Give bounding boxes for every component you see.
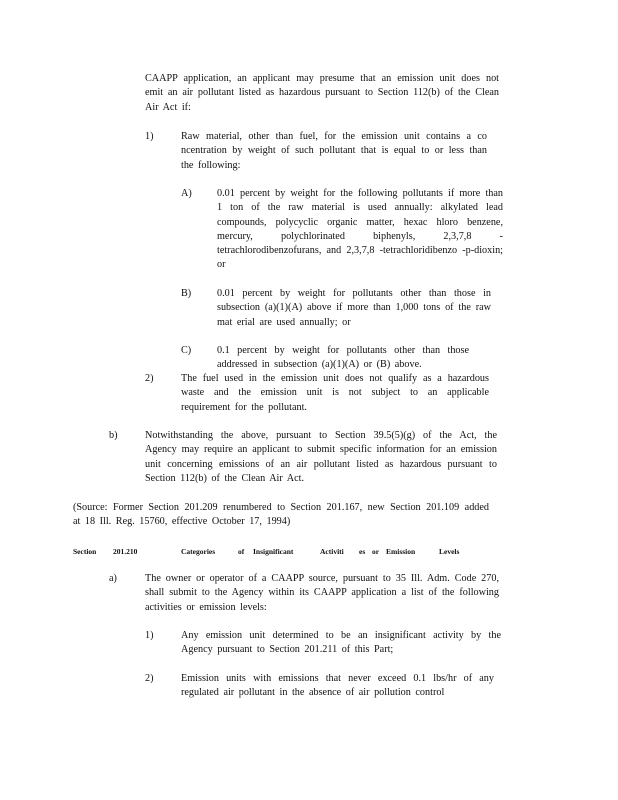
item-a-text: The owner or operator of a CAAPP source, pursuant to 35 Ill. Adm. Code 270, shall submit to the Agency within its CAAPP application a list of the following activities or emission levels:	[145, 573, 499, 613]
item-a-label: a)	[109, 573, 117, 584]
list-item-1-label: 1)	[145, 630, 154, 641]
list-item-2-label: 2)	[145, 673, 154, 684]
subitem-b-label: B)	[181, 288, 192, 299]
section-number: 201.210	[113, 547, 138, 556]
list-item-2-text: Emission units with emissions that never exceed 0.1 lbs/hr of any regulated air pollutant in the absence of air pollution control	[181, 673, 494, 699]
section-title-word: of	[238, 547, 245, 556]
subitem-a-text: 0.01 percent by weight for the following pollutants if more than 1 ton of the raw material is used annually: alkylated lead compounds, polycyclic organic matter, hexac hloro benzene, mercury, polychlorinated biphenyls, 2,3,7,8 - tetrachlorodibenzofurans, and 2,3,7,8 -tetrachloridibenzo -p-dioxin; or	[217, 188, 503, 271]
subitem-c-text: 0.1 percent by weight for pollutants other than those addressed in subsection (a)(1)(A) or (B) above.	[217, 345, 469, 371]
source-note: (Source: Former Section 201.209 renumbered to Section 201.167, new Section 201.109 added at 18 Ill. Reg. 15760, effective October 17, 1994)	[73, 502, 489, 528]
intro-paragraph: CAAPP application, an applicant may presume that an emission unit does not emit an air pollutant listed as hazardous pursuant to Section 112(b) of the Clean Air Act if:	[145, 73, 499, 113]
section-title-word: es	[359, 547, 366, 556]
item-1-text: Raw material, other than fuel, for the emission unit contains a co ncentration by weight of such pollutant that is equal to or less than the following:	[181, 131, 487, 171]
section-title-word: Insignificant	[253, 547, 294, 556]
section-title-word: Levels	[439, 547, 460, 556]
section-title-word: or	[372, 547, 380, 556]
item-1-label: 1)	[145, 131, 154, 142]
subitem-c-label: C)	[181, 345, 192, 356]
item-b-label: b)	[109, 430, 118, 441]
section-word: Section	[73, 547, 97, 556]
section-header	[73, 546, 473, 558]
item-b-text: Notwithstanding the above, pursuant to Section 39.5(5)(g) of the Act, the Agency may require an applicant to submit specific information for an emission unit concerning emissions of an air pollutant listed as hazardous pursuant to Section 112(b) of the Clean Air Act.	[145, 430, 497, 484]
subitem-b-text: 0.01 percent by weight for pollutants other than those in subsection (a)(1)(A) above if more than 1,000 tons of the raw mat erial are used annually; or	[217, 288, 491, 328]
section-title-word: Categories	[181, 547, 216, 556]
item-2-label: 2)	[145, 373, 154, 384]
list-item-1-text: Any emission unit determined to be an insignificant activity by the Agency pursuant to Section 201.211 of this Part;	[181, 630, 501, 656]
subitem-a-label: A)	[181, 188, 192, 199]
item-2-text: The fuel used in the emission unit does not qualify as a hazardous waste and the emission unit is not subject to an applicable requirement for the pollutant.	[181, 373, 489, 413]
section-title-word: Activiti	[320, 547, 344, 556]
section-title-word: Emission	[386, 547, 416, 556]
